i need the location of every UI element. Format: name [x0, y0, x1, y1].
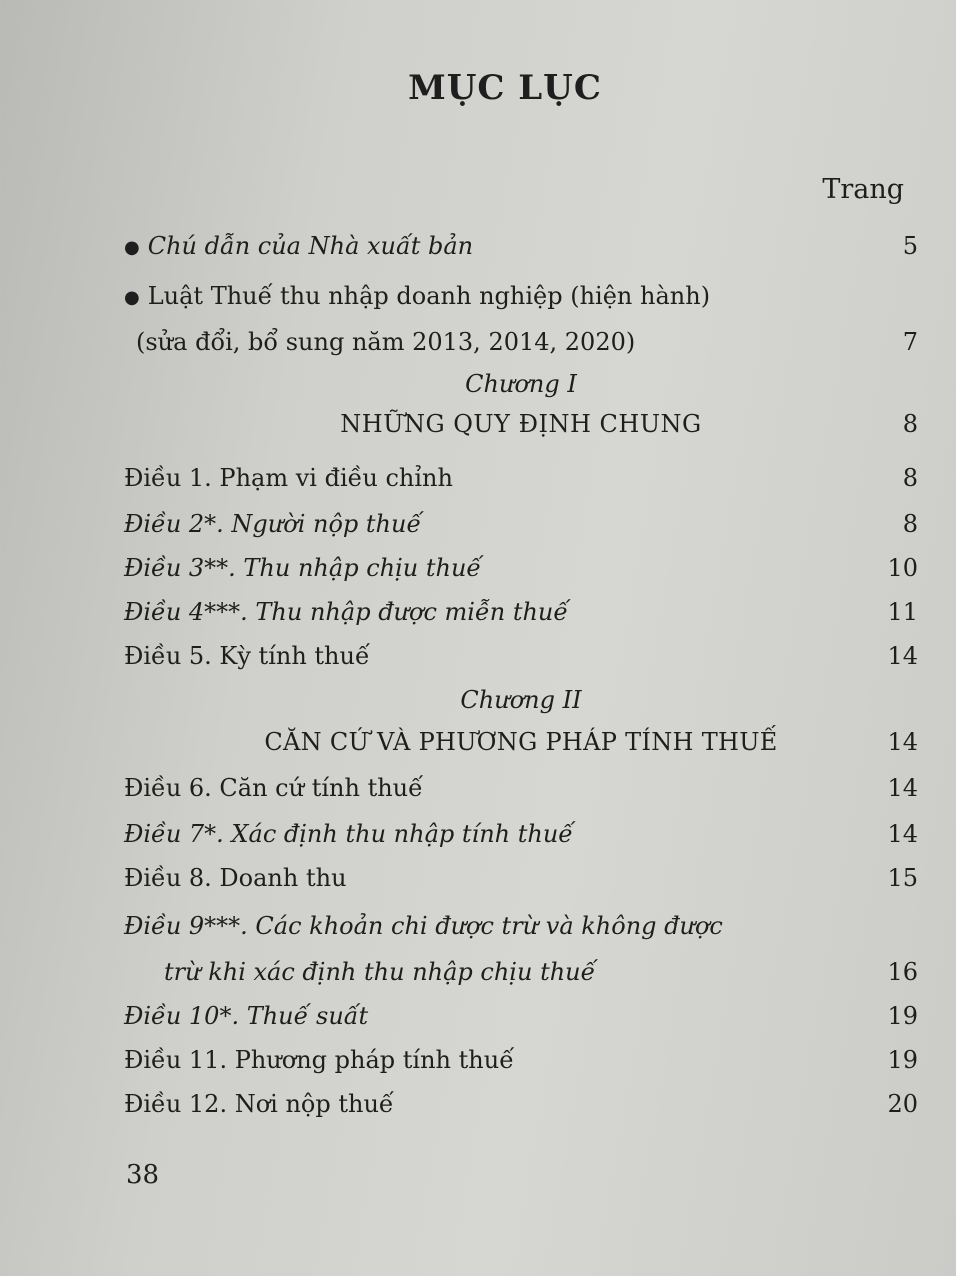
toc-entry: [124, 548, 918, 588]
toc-entry-page: 7: [902, 328, 918, 356]
toc-entry-text: trừ khi xác định thu nhập chịu thuế: [164, 958, 596, 986]
toc-entry-page: 14: [887, 774, 918, 802]
bullet-icon: ●: [124, 236, 140, 258]
toc-entry: [124, 952, 918, 992]
toc-entry-page: 19: [887, 1002, 918, 1030]
chapter-heading: [124, 364, 918, 404]
toc-entry: [124, 592, 918, 632]
toc-entry-page: 11: [887, 598, 918, 626]
toc-entry-page: 5: [902, 232, 918, 260]
toc-entry-page: 14: [887, 642, 918, 670]
toc-entry: [124, 768, 918, 808]
chapter-title-entry: [124, 722, 918, 762]
chapter-title: CĂN CỨ VÀ PHƯƠNG PHÁP TÍNH THUẾ: [264, 728, 778, 756]
toc-entry: [124, 636, 918, 676]
toc-entry: [124, 906, 918, 946]
toc-entry-text: ● Luật Thuế thu nhập doanh nghiệp (hiện hành): [124, 276, 710, 318]
toc-entry: [124, 226, 918, 266]
toc-entry-text: Điều 6. Căn cứ tính thuế: [124, 774, 423, 802]
toc-entry-text: ● Chú dẫn của Nhà xuất bản: [124, 226, 473, 268]
toc-entry: [124, 276, 918, 316]
toc-entry-page: 19: [887, 1046, 918, 1074]
toc-entry-text: Điều 10*. Thuế suất: [124, 1002, 369, 1030]
bullet-icon: ●: [124, 286, 140, 308]
toc-entry-text: Điều 9***. Các khoản chi được trừ và không được: [124, 912, 723, 940]
toc-entry-text: Điều 12. Nơi nộp thuế: [124, 1090, 394, 1118]
toc-entry: [124, 996, 918, 1036]
toc-entry-page: 14: [887, 728, 918, 756]
page-title: MỤC LỤC: [408, 68, 602, 108]
toc-entry-page: 15: [887, 864, 918, 892]
toc-entry: [124, 858, 918, 898]
toc-entry-page: 8: [902, 510, 918, 538]
toc-entry-text: Điều 1. Phạm vi điều chỉnh: [124, 464, 453, 492]
toc-entry: [124, 1084, 918, 1124]
toc-entry-page: 16: [887, 958, 918, 986]
toc-entry-text: Điều 11. Phương pháp tính thuế: [124, 1046, 514, 1074]
toc-entry: [124, 322, 918, 362]
toc-entry: [124, 458, 918, 498]
toc-entry: [124, 504, 918, 544]
toc-entry: [124, 814, 918, 854]
chapter-title: NHỮNG QUY ĐỊNH CHUNG: [340, 410, 702, 438]
chapter-label: Chương I: [465, 370, 577, 398]
page-number: 38: [126, 1160, 160, 1190]
toc-entry-page: 10: [887, 554, 918, 582]
toc-entry-text: Điều 2*. Người nộp thuế: [124, 510, 422, 538]
toc-entry-text: Điều 4***. Thu nhập được miễn thuế: [124, 598, 569, 626]
chapter-heading: [124, 680, 918, 720]
chapter-label: Chương II: [460, 686, 582, 714]
toc-entry-text: Điều 5. Kỳ tính thuế: [124, 642, 370, 670]
toc-entry-text: Điều 3**. Thu nhập chịu thuế: [124, 554, 482, 582]
toc-entry-page: 14: [887, 820, 918, 848]
chapter-title-entry: [124, 404, 918, 444]
page-column-label: Trang: [822, 174, 904, 205]
toc-entry: [124, 1040, 918, 1080]
toc-entry-page: 8: [902, 464, 918, 492]
toc-entry-page: 20: [887, 1090, 918, 1118]
toc-entry-text: Điều 7*. Xác định thu nhập tính thuế: [124, 820, 574, 848]
toc-entry-page: 8: [902, 410, 918, 438]
toc-entry-text: (sửa đổi, bổ sung năm 2013, 2014, 2020): [136, 328, 636, 356]
toc-entry-text: Điều 8. Doanh thu: [124, 864, 347, 892]
